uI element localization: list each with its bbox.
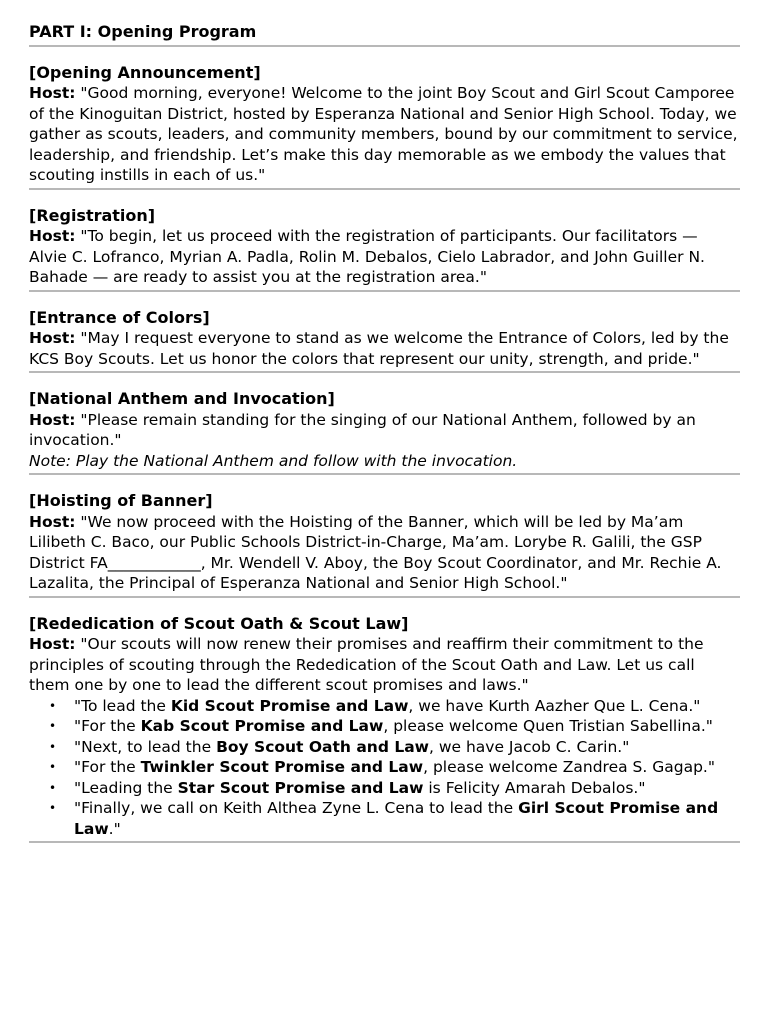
host-text: "To begin, let us proceed with the registration of participants. Our facilitators — Alvie C. Lofranco, Myrian A. Padla, Rolin M. Debalos, Cielo Labrador, and John Guiller N. Bahade — are ready to assist you at the registration area." <box>29 227 705 286</box>
section-heading: [Hoisting of Banner] <box>29 491 213 510</box>
section-note: Note: Play the National Anthem and follow with the invocation. <box>29 451 518 470</box>
list-item: • "For the Twinkler Scout Promise and Law, please welcome Zandrea S. Gagap." <box>74 757 740 778</box>
oath-list <box>29 696 740 840</box>
section-opening-announcement <box>29 47 740 188</box>
section-entrance-of-colors <box>29 292 740 372</box>
section-body <box>29 512 740 594</box>
host-label: Host: <box>29 227 76 245</box>
section-rededication <box>29 598 740 842</box>
section-body <box>29 634 740 696</box>
section-hoisting-of-banner <box>29 475 740 596</box>
divider <box>29 841 740 843</box>
list-item: • "Leading the Star Scout Promise and Law is Felicity Amarah Debalos." <box>74 778 740 799</box>
host-label: Host: <box>29 410 76 429</box>
section-body <box>29 328 740 369</box>
section-heading: [Entrance of Colors] <box>29 307 210 327</box>
host-label: Host: <box>29 329 76 347</box>
section-body <box>29 226 740 288</box>
host-label: Host: <box>29 84 76 102</box>
host-label: Host: <box>29 512 76 531</box>
list-item: • "To lead the Kid Scout Promise and Law, we have Kurth Aazher Que L. Cena." <box>74 696 740 717</box>
host-text: "May I request everyone to stand as we welcome the Entrance of Colors, led by the KCS Boy Scouts. Let us honor the colors that represent our unity, strength, and pride." <box>29 329 729 368</box>
section-heading: [Rededication of Scout Oath & Scout Law] <box>29 613 409 633</box>
host-label: Host: <box>29 635 76 653</box>
section-heading: [Opening Announcement] <box>29 62 261 82</box>
host-text: "Please remain standing for the singing of our National Anthem, followed by an invocation." <box>29 410 696 449</box>
host-text: "Good morning, everyone! Welcome to the joint Boy Scout and Girl Scout Camporee of the Kinoguitan District, hosted by Esperanza National and Senior High School. Today, we gather as scouts, leaders, and community members, bound by our commitment to service, leadership, and friendship. Let’s make this day memorable as we embody the values that scouting instills in each of us." <box>29 84 738 184</box>
part-title: PART I: Opening Program <box>29 22 257 41</box>
section-heading: [National Anthem and Invocation] <box>29 389 335 408</box>
list-item: • "Next, to lead the Boy Scout Oath and Law, we have Jacob C. Carin." <box>74 737 740 758</box>
section-heading: [Registration] <box>29 205 156 225</box>
list-item: • "Finally, we call on Keith Althea Zyne L. Cena to lead the Girl Scout Promise and Law." <box>74 798 740 839</box>
section-body <box>29 83 740 186</box>
section-national-anthem <box>29 373 740 473</box>
section-body <box>29 410 740 451</box>
section-registration <box>29 190 740 290</box>
list-item: • "For the Kab Scout Promise and Law, please welcome Quen Tristian Sabellina." <box>74 716 740 737</box>
host-text: "We now proceed with the Hoisting of the Banner, which will be led by Ma’am Lilibeth C. Baco, our Public Schools District-in-Charge, Ma’am. Lorybe R. Galili, the GSP District FA____________, Mr. Wendell V. Aboy, the Boy Scout Coordinator, and Mr. Rechie A. Lazalita, the Principal of Esperanza National and Senior High School." <box>29 512 722 592</box>
host-text: "Our scouts will now renew their promises and reaffirm their commitment to the principles of scouting through the Rededication of the Scout Oath and Law. Let us call them one by one to lead the different scout promises and laws." <box>29 635 704 694</box>
